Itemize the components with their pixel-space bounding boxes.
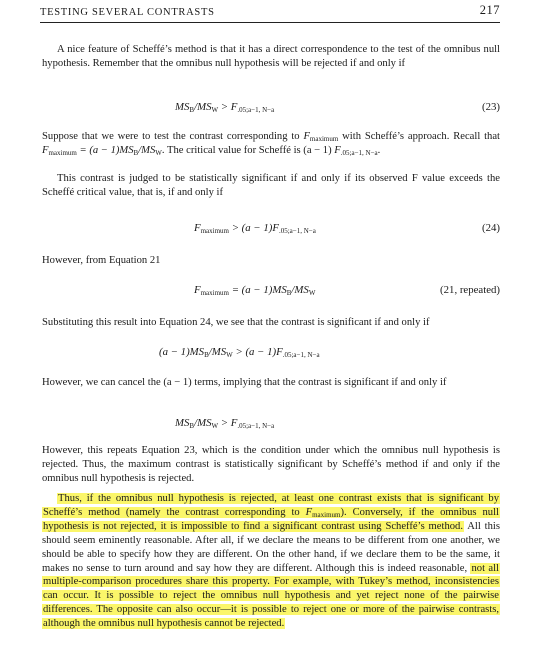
equation-24-number: (24) (482, 222, 500, 234)
paragraph-from-eq21: However, from Equation 21 (42, 255, 161, 266)
page-number: 217 (479, 3, 500, 17)
highlight-consistency: Thus, if the omnibus null hypothesis is rejected, at least one contrast exists that is significant by Scheffé’s method (namely the contrast corresponding to $F_{maximum}$). Conversely, if the omnibus null hypothesis is not rejected, it is impossible to find a significant contrast using Scheffé’s method. (43, 493, 499, 532)
equation-substituted (42, 346, 500, 361)
equation-23-expression: $MS_B/MS_W > F_{.05;a-1, N-a}$ (175, 101, 275, 114)
equation-21-repeated (42, 284, 500, 299)
equation-21-expression: $F_{maximum} = (a - 1)MS_B/MS_W$ (194, 284, 316, 297)
paragraph-repeats: However, this repeats Equation 23, which is the condition under which the omnibus null hypothesis is rejected. Thus, the maximum contrast is statistically significant by Scheffé’s method if and only if the omnibus null hypothesis is rejected. (42, 445, 500, 484)
paragraph-omnibus: A nice feature of Scheffé’s method is that it has a direct correspondence to the test of the omnibus null hypothesis. Remember that the omnibus null hypothesis will be rejected if and only if (42, 44, 500, 69)
running-header (40, 3, 500, 23)
equation-21-number: (21, repeated) (440, 284, 500, 296)
equation-substituted-expression: $(a - 1)MS_B/MS_W > (a - 1)F_{.05;a-1, N-a}$ (159, 346, 320, 359)
paragraph-highlighted: Thus, if the omnibus null hypothesis is rejected, at least one contrast exists that is significant by Scheffé’s method (namely the contrast corresponding to $F_{maximum}$). Conversely, if the omnibus null hypothesis is not rejected, it is impossible to find a significant contrast using Scheffé’s method. All this should seem eminently reasonable. After all, if we declare the means to be different from one another, we should be able to specify how they are different. On the other hand, if we declare them to be the same, it makes no sense to turn around and say how they are different. Although this is indeed reasonable, not all multiple-comparison procedures share this property. For example, with Tukey’s method, inconsistencies can occur. It is possible to reject the omnibus null hypothesis and yet reject none of the pairwise differences. The opposite can also occur—it is possible to reject one or more of the pairwise contrasts, although the omnibus null hypothesis cannot be rejected. (42, 493, 500, 630)
paragraph-judged: This contrast is judged to be statistically significant if and only if its observed F value exceeds the Scheffé critical value, that is, if and only if (42, 173, 500, 198)
running-title: TESTING SEVERAL CONTRASTS (40, 7, 215, 18)
equation-24-expression: $F_{maximum} > (a - 1)F_{.05;a-1, N-a}$ (194, 222, 316, 235)
equation-final (42, 417, 500, 432)
equation-final-expression: $MS_B/MS_W > F_{.05;a-1, N-a}$ (175, 417, 275, 430)
equation-24 (42, 222, 500, 237)
highlight-tukey: not all multiple-comparison procedures share this property. For example, with Tukey’s method, inconsistencies can occur. It is possible to reject the omnibus null hypothesis and yet reject none of the pairwise differences. The opposite can also occur—it is possible to reject one or more of the pairwise contrasts, although the omnibus null hypothesis cannot be rejected. (43, 562, 499, 630)
paragraph-cancel: However, we can cancel the (a − 1) terms, implying that the contrast is significant if and only if (42, 377, 447, 388)
equation-23-number: (23) (482, 101, 500, 113)
equation-23 (42, 101, 500, 116)
paragraph-substituting: Substituting this result into Equation 24, we see that the contrast is significant if and only if (42, 317, 430, 328)
paragraph-suppose: Suppose that we were to test the contrast corresponding to $F_{maximum}$ with Scheffé’s approach. Recall that $F_{maximum} = (a - 1)MS_B/MS_W$. The critical value for Scheffé is (a − 1) $F_{.05;a-1, N-a}$. (42, 131, 501, 157)
